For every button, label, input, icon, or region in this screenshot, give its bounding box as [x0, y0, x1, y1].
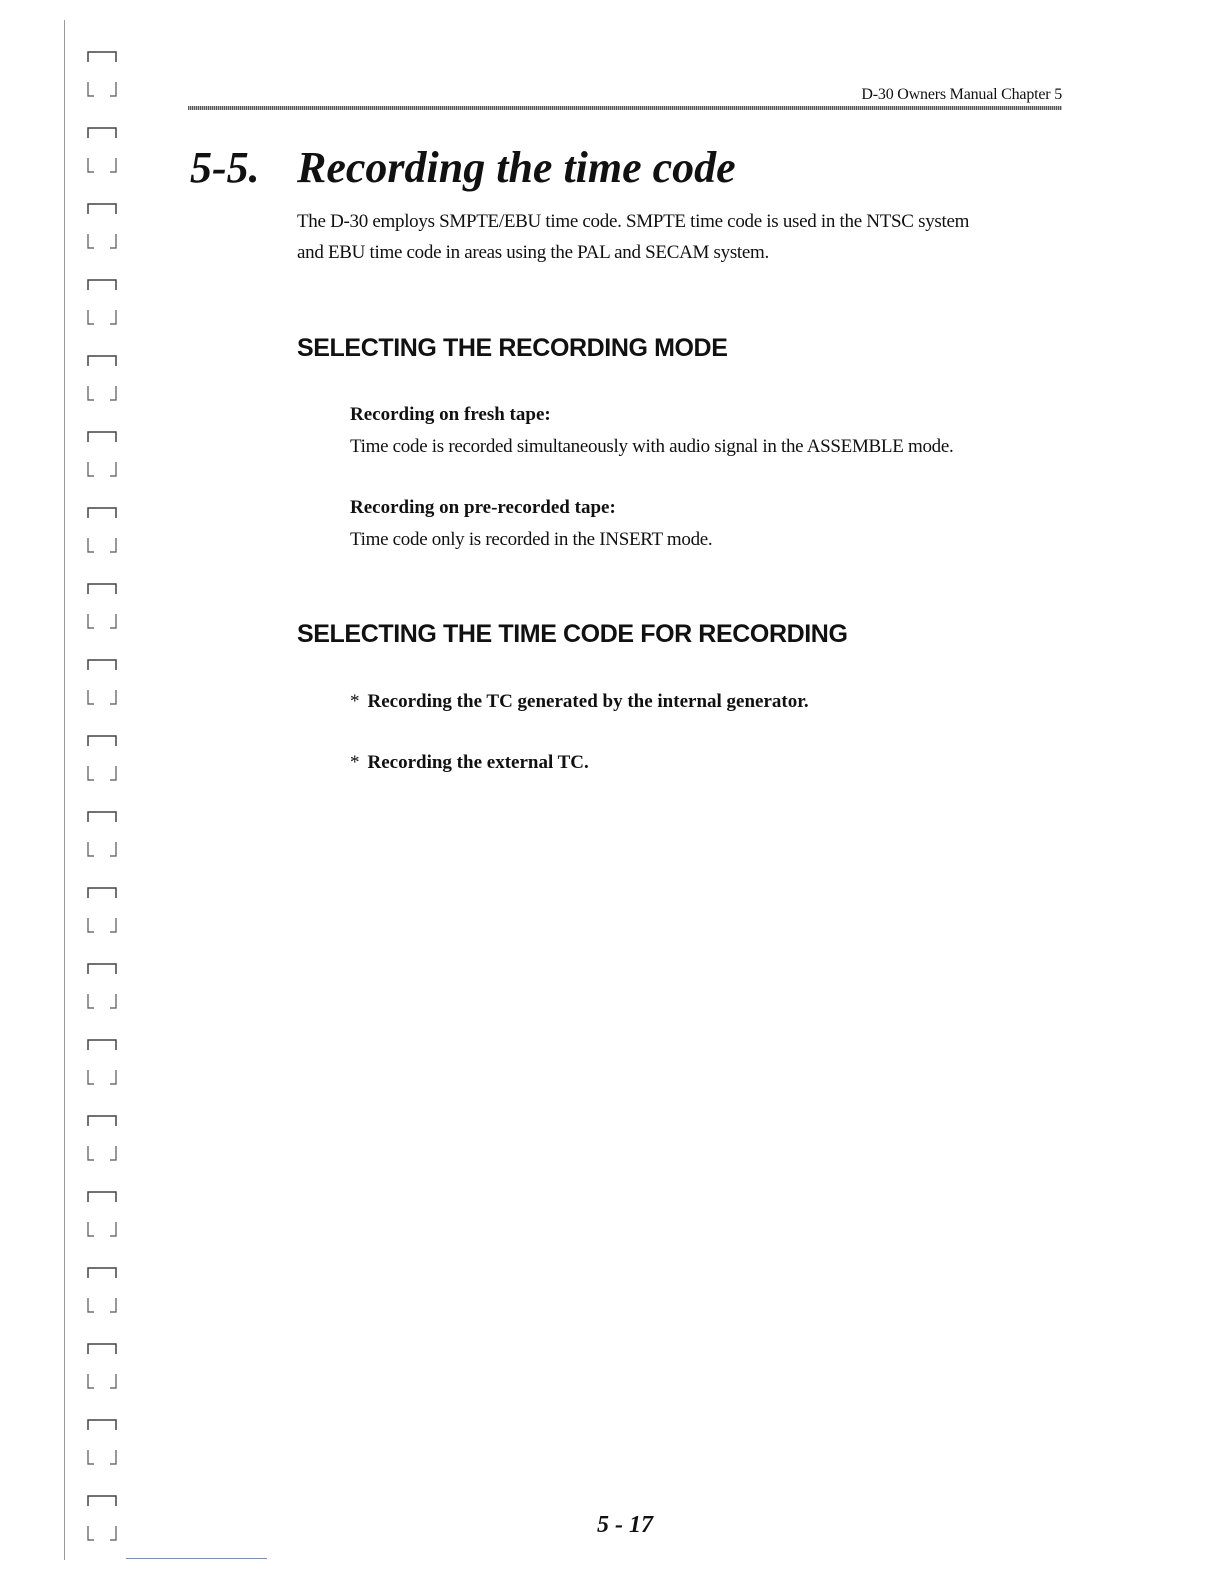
binder-hole-icon	[88, 1192, 116, 1236]
binder-hole-icon	[88, 1116, 116, 1160]
binder-holes	[0, 0, 130, 1584]
section-number: 5-5.	[190, 143, 260, 192]
fresh-tape-label: Recording on fresh tape:	[350, 404, 551, 425]
page-number: 5 - 17	[597, 1512, 653, 1538]
list-item-text: Recording the external TC.	[367, 752, 589, 773]
asterisk-bullet-icon: *	[350, 752, 360, 773]
binder-hole-icon	[88, 1268, 116, 1312]
binder-hole-icon	[88, 356, 116, 400]
binder-hole-icon	[88, 1040, 116, 1084]
list-item-internal-tc	[350, 691, 809, 713]
binder-hole-icon	[88, 964, 116, 1008]
list-item-text: Recording the TC generated by the internal generator.	[367, 691, 809, 712]
prerecorded-tape-label: Recording on pre-recorded tape:	[350, 497, 616, 518]
running-header: D-30 Owners Manual Chapter 5	[861, 86, 1062, 103]
asterisk-bullet-icon: *	[350, 691, 360, 712]
binder-hole-icon	[88, 1344, 116, 1388]
binder-hole-icon	[88, 1496, 116, 1540]
intro-line-2: and EBU time code in areas using the PAL and SECAM system.	[297, 242, 769, 263]
intro-paragraph	[297, 206, 1077, 268]
binder-hole-icon	[88, 888, 116, 932]
binder-hole-icon	[88, 660, 116, 704]
binder-hole-icon	[88, 584, 116, 628]
binder-hole-icon	[88, 204, 116, 248]
intro-line-1: The D-30 employs SMPTE/EBU time code. SMPTE time code is used in the NTSC system	[297, 211, 970, 232]
recording-mode-heading: SELECTING THE RECORDING MODE	[297, 334, 728, 362]
header-rule	[188, 106, 1062, 110]
binder-hole-icon	[88, 736, 116, 780]
binder-hole-icon	[88, 508, 116, 552]
prerecorded-tape-text: Time code only is recorded in the INSERT mode.	[350, 529, 713, 550]
time-code-selection-heading: SELECTING THE TIME CODE FOR RECORDING	[297, 620, 848, 648]
binder-hole-icon	[88, 1420, 116, 1464]
list-item-external-tc	[350, 752, 589, 774]
binder-hole-icon	[88, 432, 116, 476]
binder-hole-icon	[88, 812, 116, 856]
section-title: Recording the time code	[297, 143, 736, 192]
binder-hole-icon	[88, 280, 116, 324]
bottom-rule	[126, 1558, 267, 1559]
binder-hole-icon	[88, 52, 116, 96]
fresh-tape-text: Time code is recorded simultaneously with audio signal in the ASSEMBLE mode.	[350, 436, 954, 457]
binder-hole-icon	[88, 128, 116, 172]
